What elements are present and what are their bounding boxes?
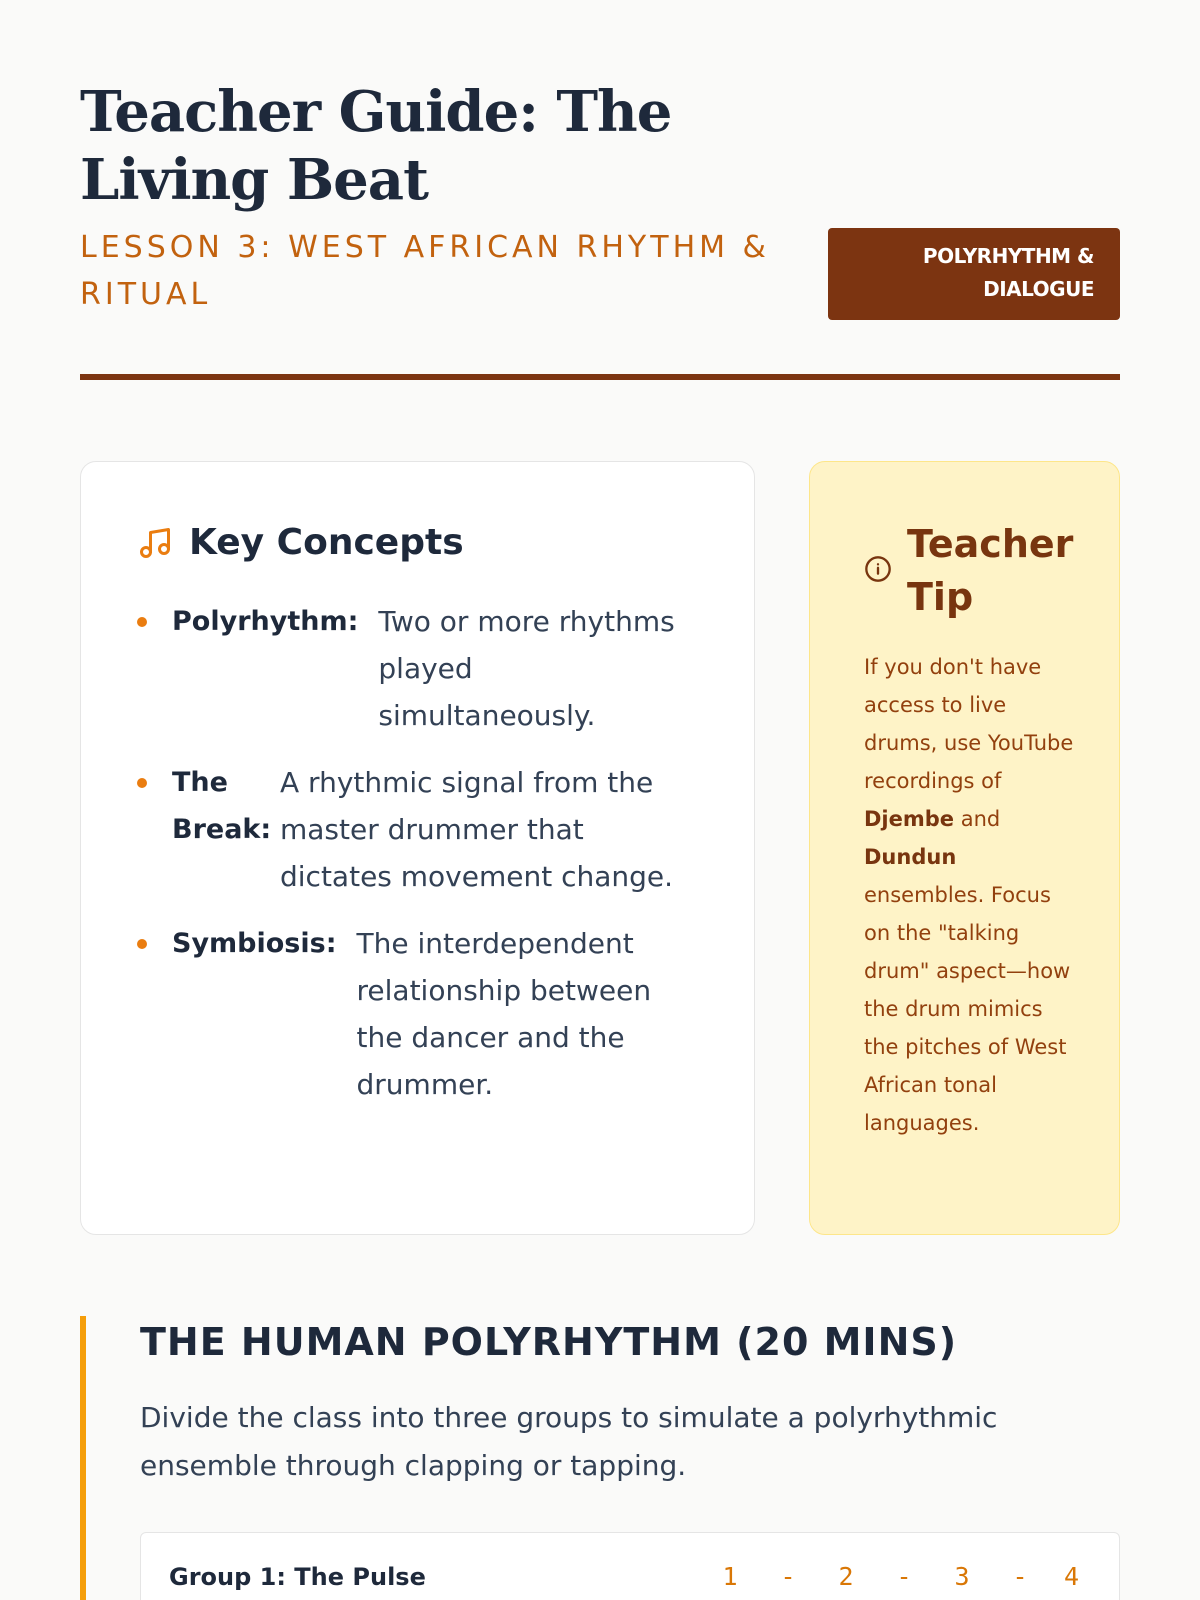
beat-rest: - <box>896 1562 912 1591</box>
activity-accent-bar <box>80 1316 86 1600</box>
activity-section <box>80 1316 1120 1600</box>
concept-item <box>137 598 697 739</box>
beat: 3 <box>954 1562 970 1591</box>
tip-text-part: ensembles. Focus on the "talking drum" aspect—how the drum mimics the pitches of West African tonal languages. <box>864 883 1071 1135</box>
teacher-tip-text <box>864 648 1079 1142</box>
concept-definition: Two or more rhythms played simultaneously. <box>378 605 675 732</box>
teacher-tip-card <box>809 461 1120 1235</box>
concept-list <box>137 598 697 1128</box>
beat-pattern <box>701 1561 1079 1593</box>
concept-item <box>137 920 697 1108</box>
info-icon <box>864 555 892 583</box>
beat-rest: - <box>780 1562 796 1591</box>
badge-line-1: POLYRHYTHM & <box>922 244 1094 268</box>
topic-badge <box>828 228 1120 320</box>
tip-bold-djembe: Djembe <box>864 807 955 831</box>
group-card <box>140 1532 1120 1600</box>
music-note-icon <box>137 525 173 561</box>
key-concepts-title: Key Concepts <box>189 522 464 563</box>
teacher-guide-page <box>80 0 1120 1600</box>
tip-bold-dundun: Dundun <box>864 845 957 869</box>
group-label: Group 1: The Pulse <box>169 1563 426 1591</box>
beat: 4 <box>1063 1562 1079 1591</box>
concept-definition: The interdependent relationship between the dancer and the drummer. <box>356 927 652 1101</box>
tip-text-part: If you don't have access to live drums, use YouTube recordings of <box>864 655 1074 793</box>
badge-line-2: DIALOGUE <box>983 277 1094 301</box>
teacher-tip-title: Teacher Tip <box>907 522 1074 619</box>
beat-rest: - <box>1012 1562 1028 1591</box>
activity-title: THE HUMAN POLYRHYTHM (20 MINS) <box>140 1320 958 1364</box>
header-divider <box>80 374 1120 380</box>
bullet-dot <box>137 617 147 627</box>
concept-term: Symbiosis: <box>172 928 337 959</box>
key-concepts-card <box>80 461 755 1235</box>
concept-term: The Break: <box>172 767 272 845</box>
concept-definition: A rhythmic signal from the master drummer that dictates movement change. <box>280 766 674 893</box>
bullet-dot <box>137 778 147 788</box>
lesson-subtitle: LESSON 3: WEST AFRICAN RHYTHM & RITUAL <box>80 230 770 312</box>
page-title: Teacher Guide: The Living Beat <box>80 79 672 213</box>
concept-term: Polyrhythm: <box>172 606 359 637</box>
beat: 2 <box>838 1562 854 1591</box>
bullet-dot <box>137 939 147 949</box>
activity-description: Divide the class into three groups to simulate a polyrhythmic ensemble through clapping or tapping. <box>140 1401 998 1482</box>
concept-item <box>137 759 697 900</box>
beat: 1 <box>722 1562 738 1591</box>
tip-text-part: and <box>954 807 1001 831</box>
